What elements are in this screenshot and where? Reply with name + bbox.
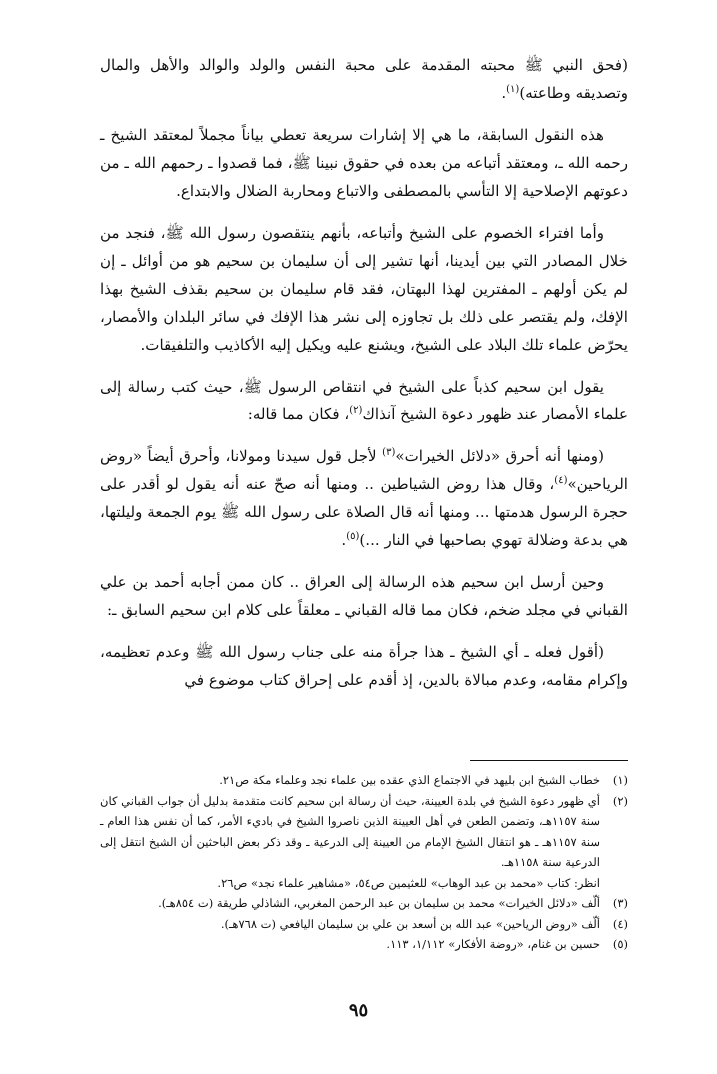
footnote-text: أي ظهور دعوة الشيخ في بلدة العيينة، حيث أن رسالة ابن سحيم كانت متقدمة بدليل أن جواب القباني كان سنة ١١٥٧هـ، وتضمن الطعن في أهل العيينة الذين ناصروا الشيخ في باديء الأمر، كما أن نفس هذا العام ـ سنة ١١٥٧هـ ـ هو انتقال الشيخ الإمام من العيينة إلى الدرعية ـ وقد ذكر بعض الباحثين أن الشيخ انتقل إلى الدرعية سنة ١١٥٨هـ. xyxy=(100,793,600,869)
paragraph-7 xyxy=(100,639,628,695)
paragraph-text: يقول ابن سحيم كذباً على الشيخ في انتقاص الرسول ﷺ، حيث كتب رسالة إلى علماء الأمصار عند ظهور دعوة الشيخ آنذاك xyxy=(100,377,628,424)
paragraph-text: لأجل قول سيدنا ومولانا، وأحرق أيضاً «روض الرياحين» xyxy=(100,447,628,494)
footnotes xyxy=(100,770,628,955)
page-number: ٩٥ xyxy=(348,1000,369,1021)
paragraph-text: هذه النقول السابقة، ما هي إلا إشارات سريعة تعطي بياناً مجملاً لمعتقد الشيخ ـ رحمه الله ـ، ومعتقد أتباعه من بعده في حقوق نبينا ﷺ، فما قصدوا ـ رحمهم الله ـ من دعوتهم الإصلاحية إلا التأسي بالمصطفى والاتباع ومحاربة الضلال والابتداع. xyxy=(100,125,628,200)
paragraph-text: (أقول فعله ـ أي الشيخ ـ هذا جرأة منه على جناب رسول الله ﷺ وعدم تعظيمه، وإكرام مقامه، وعدم مبالاة بالدين، إذ أقدم على إحراق كتاب موضوع في xyxy=(100,643,628,690)
paragraph-text: ، فكان مما قاله: xyxy=(247,405,350,424)
footnote-text: انظر: كتاب «محمد بن عبد الوهاب» للعثيمين ص٥٤، «مشاهير علماء نجد» ص٢٦. xyxy=(217,875,600,890)
paragraph-text: ، وقال هذا روض الشياطين .. ومنها أنه صحّ عنه أنه يقول لو أقدر على حجرة الرسول هدمتها ... ومنها أنه قال الصلاة على رسول الله ﷺ يوم الجمعة وليلتها، هي بدعة وضلالة تهوي بصاحبها في النار ...) xyxy=(100,475,628,550)
footnote-ref-3[interactable]: (٣) xyxy=(382,447,396,459)
footnote-4 xyxy=(100,914,628,935)
footnote-3 xyxy=(100,893,628,914)
footnote-number: (١) xyxy=(612,773,628,787)
paragraph-3 xyxy=(100,220,628,360)
footnote-text: حسين بن غنام، «روضة الأفكار» ١/١١٢، ١١٣. xyxy=(386,937,600,951)
footnote-text: ألّف «روض الرياحين» عبد الله بن أسعد بن علي بن سليمان اليافعي (ت ٧٦٨هـ). xyxy=(220,916,600,931)
footnote-number: (٤) xyxy=(612,916,628,931)
footnote-ref-2[interactable]: (٢) xyxy=(349,405,363,417)
paragraph-6 xyxy=(100,569,628,625)
footnote-2-continuation xyxy=(100,873,628,894)
footnote-number: (٢) xyxy=(612,793,628,808)
footnote-5 xyxy=(100,934,628,955)
footnote-1 xyxy=(100,770,628,791)
paragraph-4 xyxy=(100,374,628,430)
footnote-text: ألّف «دلائل الخيرات» محمد بن سليمان بن عبد الرحمن المغربي، الشاذلي طريقة (ت ٨٥٤هـ). xyxy=(158,896,600,910)
paragraph-text: وحين أرسل ابن سحيم هذه الرسالة إلى العراق .. كان ممن أجابه أحمد بن علي القباني في مجلد ضخم، فكان مما قاله القباني ـ معلقاً على كلام ابن سحيم السابق ـ: xyxy=(100,573,628,620)
footnote-text: خطاب الشيخ ابن بليهد في الاجتماع الذي عقده بين علماء نجد وعلماء مكة ص٢١. xyxy=(219,773,600,787)
paragraph-text: وأما افتراء الخصوم على الشيخ وأتباعه، بأنهم ينتقصون رسول الله ﷺ، فنجد من خلال المصادر التي بين أيدينا، أنها تشير إلى أن سليمان بن سحيم هو من أوائل ـ إن لم يكن أولهم ـ المفترين لهذا البهتان، فقد قام سليمان بن سحيم بقذف الشيخ بهذا الإفك، ولم يقتصر على ذلك بل تجاوزه إلى نشر هذا الإفك في سائر البلدان والأمصار، يحرّض علماء تلك البلاد على الشيخ، ويشنع عليه ويكيل إليه الأكاذيب والتلفيقات. xyxy=(100,223,628,354)
paragraph-text: . xyxy=(501,83,507,102)
footnote-number: (٣) xyxy=(612,896,628,910)
paragraph-2 xyxy=(100,122,628,206)
footnote-ref-1[interactable]: (١) xyxy=(506,83,520,95)
paragraph-text: (ومنها أنه أحرق «دلائل الخيرات» xyxy=(395,447,604,466)
paragraph-text: . xyxy=(341,531,347,550)
paragraph-1 xyxy=(100,52,628,108)
footnote-ref-5[interactable]: (٥) xyxy=(346,531,360,543)
footnote-separator xyxy=(470,760,628,761)
footnote-ref-4[interactable]: (٤) xyxy=(554,475,568,487)
main-text xyxy=(100,52,628,709)
footnote-number: (٥) xyxy=(612,937,628,951)
paragraph-5 xyxy=(100,443,628,555)
paragraph-text: (فحق النبي ﷺ محبته المقدمة على محبة النفس والولد والوالد والأهل والمال وتصديقه وطاعته) xyxy=(100,56,628,102)
footnote-2 xyxy=(100,791,628,873)
